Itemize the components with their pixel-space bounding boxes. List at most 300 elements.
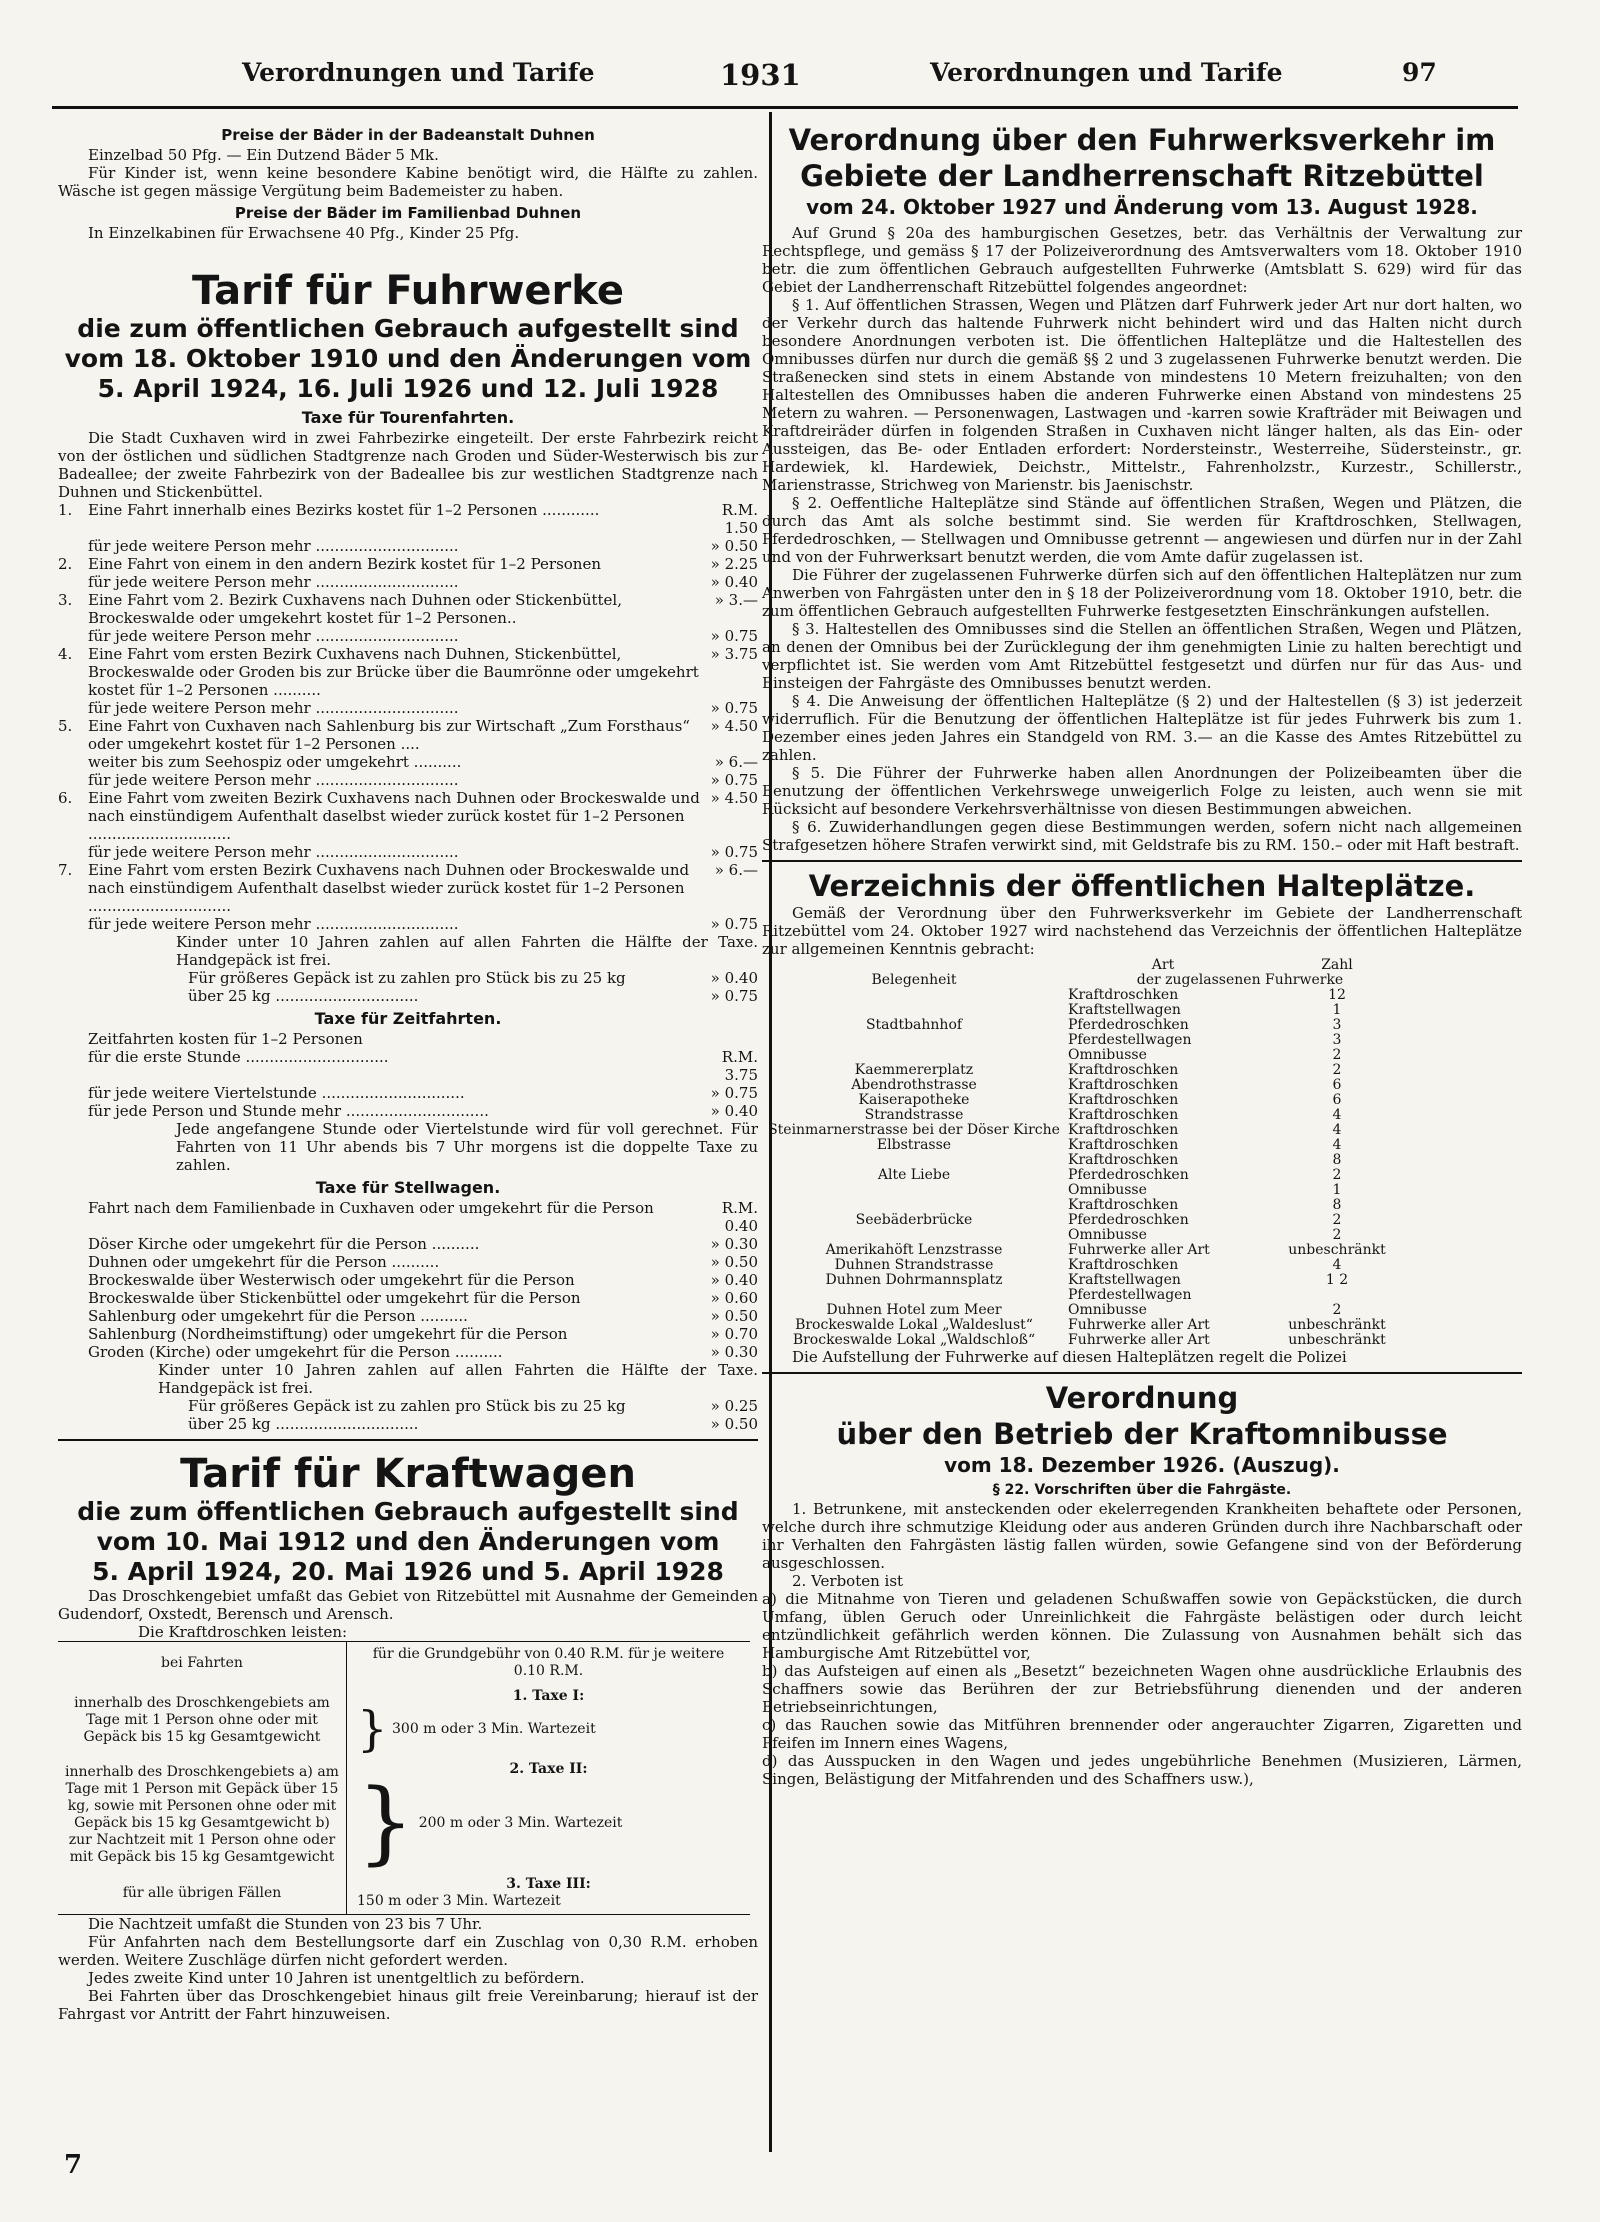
rate-value: » 0.75 bbox=[710, 915, 758, 933]
rate-description: Fahrt nach dem Familienbade in Cuxhaven oder umgekehrt für die Person bbox=[88, 1199, 654, 1217]
rate-number: 4. bbox=[58, 645, 73, 663]
rate-value: » 0.75 bbox=[710, 1084, 758, 1102]
rate-value: » 4.50 bbox=[710, 789, 758, 807]
table-cell: 4 bbox=[1332, 1122, 1342, 1138]
table-cell: 2 bbox=[1332, 1047, 1342, 1063]
header-rule bbox=[52, 106, 1518, 109]
rate-description: Zeitfahrten kosten für 1–2 Personen bbox=[88, 1030, 363, 1048]
kraftwagen-subtitle-2: vom 10. Mai 1912 und den Änderungen vom bbox=[96, 1527, 720, 1556]
verordnung-title-2: Gebiete der Landherrenschaft Ritzebüttel bbox=[800, 159, 1484, 193]
rate-value: » 0.40 bbox=[710, 969, 758, 987]
zeit-note: Jede angefangene Stunde oder Viertelstunde wird für voll gerechnet. Für Fahrten von 11 Uhr abends bis 7 Uhr morgens ist die doppelte Taxe zu zahlen. bbox=[176, 1120, 758, 1174]
rate-number: 5. bbox=[58, 717, 73, 735]
rate-value: R.M. 0.40 bbox=[721, 1199, 758, 1235]
table-row bbox=[762, 1078, 1414, 1093]
halteplaetze-note: Die Aufstellung der Fuhrwerke auf diesen Halteplätzen regelt die Polizei bbox=[792, 1348, 1347, 1366]
rate-number bbox=[58, 627, 88, 645]
rate-value: R.M. 3.75 bbox=[721, 1048, 758, 1084]
taxe3-value: 150 m oder 3 Min. Wartezeit bbox=[357, 1893, 561, 1909]
rate-number bbox=[58, 1102, 88, 1120]
rate-description: Duhnen oder umgekehrt für die Person .......... bbox=[88, 1253, 440, 1271]
table-cell: 4 bbox=[1332, 1107, 1342, 1123]
table-cell: Kaemmererplatz bbox=[854, 1062, 974, 1078]
table-header-cell: bei Fahrten bbox=[58, 1642, 347, 1685]
table-row bbox=[762, 1108, 1414, 1123]
table-cell: Elbstrasse bbox=[876, 1137, 952, 1153]
table-cell: 2 bbox=[1332, 1212, 1342, 1228]
rate-row bbox=[158, 1397, 758, 1415]
table-cell: 4 bbox=[1332, 1137, 1342, 1153]
baeder-price-line: Einzelbad 50 Pfg. — Ein Dutzend Bäder 5 Mk. bbox=[88, 146, 439, 164]
rate-row bbox=[58, 861, 758, 915]
omnibus-item-b: b) das Aufsteigen auf einen als „Besetzt“ bezeichneten Wagen ohne ausdrückliche Erlaubnis des Schaffners sowie das Berühren der zur Betriebsführung dienenden und der anderen Betriebseinrichtungen, bbox=[762, 1662, 1522, 1716]
rate-description: Für größeres Gepäck ist zu zahlen pro Stück bis zu 25 kg bbox=[188, 1397, 626, 1415]
table-row bbox=[762, 1048, 1414, 1063]
verordnung-para-7: § 6. Zuwiderhandlungen gegen diese Bestimmungen werden, sofern nicht nach allgemeinen Strafgesetzen höhere Strafen verwirkt sind, mit Geldstrafe bis zu RM. 150.– oder mit Haft bestraft. bbox=[762, 818, 1522, 854]
rate-row bbox=[58, 771, 758, 789]
table-cell: Kraftdroschken bbox=[1068, 1062, 1179, 1078]
rate-number bbox=[58, 1343, 88, 1361]
kraftwagen-taxe-table bbox=[58, 1641, 750, 1915]
rate-value: » 0.40 bbox=[710, 573, 758, 591]
verordnung-para-1: § 1. Auf öffentlichen Strassen, Wegen und Plätzen darf Fuhrwerk jeder Art nur dort halten, wo der Verkehr durch das haltende Fuhrwerk nicht behindert wird und das Halten nicht durch besondere Anordnungen verboten ist. Die öffentlichen Halteplätze und die Haltestellen des Omnibusses dürfen nur durch die gemäß §§ 2 und 3 zugelassenen Fuhrwerke benutzt werden. Die Straßenecken sind stets in einem Abstande von mindestens 10 Metern freizuhalten; von den Haltestellen des Omnibusses haben die anderen Fuhrwerke einen Abstand von mindestens 25 Metern zu wahren. — Personenwagen, Lastwagen und -karren sowie Krafträder mit Beiwagen und Kraftdreiräder dürfen in folgenden Straßen in Cuxhaven nicht länger halten, als das Ein- oder Aussteigen, das Be- oder Entladen erfordert: Nordersteinstr., Westerreihe, Südersteinstr., gr. Hardewiek, kl. Hardewiek, Deichstr., Mittelstr., Fahrenholzstr., Kurzestr., Schillerstr., Marienstrasse, Strichweg von Marienstr. bis Jaenischstr. bbox=[762, 296, 1522, 494]
table-cell: 1 bbox=[1332, 1002, 1342, 1018]
table-cell: Kraftdroschken bbox=[1068, 1137, 1179, 1153]
stell-title: Taxe für Stellwagen. bbox=[315, 1178, 501, 1197]
table-cell: Omnibusse bbox=[1068, 1182, 1147, 1198]
table-cell: Kraftdroschken bbox=[1068, 1092, 1179, 1108]
table-cell bbox=[347, 1757, 751, 1875]
rate-row bbox=[58, 1084, 758, 1102]
brace-glyph: } bbox=[357, 1770, 415, 1875]
rate-value: » 0.75 bbox=[710, 987, 758, 1005]
verordnung-para-5: § 4. Die Anweisung der öffentlichen Halteplätze (§ 2) und der Haltestellen (§ 3) ist jederzeit widerruflich. Für die Benutzung der öffentlichen Halteplätze ist für jedes Fuhrwerk bis zum 1. Dezember eines jeden Jahres ein Standgeld von RM. 3.— an die Kasse des Amtes Ritzebüttel zu zahlen. bbox=[762, 692, 1522, 764]
rate-value: » 0.50 bbox=[710, 1415, 758, 1433]
rate-value: » 6.— bbox=[714, 753, 758, 771]
rate-value: R.M. 1.50 bbox=[721, 501, 758, 537]
taxe1-value: 300 m oder 3 Min. Wartezeit bbox=[392, 1721, 596, 1737]
table-row bbox=[762, 1003, 1414, 1018]
left-column bbox=[58, 122, 758, 2023]
rate-number bbox=[158, 987, 188, 1005]
table-cell bbox=[762, 1228, 1066, 1243]
table-cell: Fuhrwerke aller Art bbox=[1068, 1242, 1210, 1258]
table-header-row bbox=[762, 973, 1414, 988]
table-cell: Brockeswalde Lokal „Waldschloß“ bbox=[792, 1332, 1036, 1348]
rate-row bbox=[58, 1253, 758, 1271]
table-cell: Omnibusse bbox=[1068, 1047, 1147, 1063]
table-row bbox=[58, 1872, 750, 1915]
rate-number bbox=[58, 915, 88, 933]
verordnung-para-2: § 2. Oeffentliche Halteplätze sind Stände auf öffentlichen Straßen, Wegen und Plätzen, die durch das Amt als solche bestimmt sind. Sie werden für Kraftdroschken, Stellwagen, Pferdedroschken, — Stellwagen und Omnibusse getrennt — angewiesen und dürfen nur in der Zahl und von der Fuhrwerksart benutzt werden, die vom Amte dafür zugelassen ist. bbox=[762, 494, 1522, 566]
rate-row bbox=[58, 915, 758, 933]
stell-luggage-rates bbox=[58, 1397, 758, 1433]
kraftwagen-leisten: Die Kraftdroschken leisten: bbox=[138, 1623, 348, 1641]
rate-row bbox=[58, 1102, 758, 1120]
table-cell bbox=[762, 1153, 1066, 1168]
table-row bbox=[762, 1063, 1414, 1078]
rate-row bbox=[58, 1235, 758, 1253]
rate-row bbox=[58, 555, 758, 573]
table-cell bbox=[347, 1872, 751, 1915]
rate-value: » 0.30 bbox=[710, 1235, 758, 1253]
rate-value: » 0.50 bbox=[710, 1253, 758, 1271]
table-cell: Pferdedroschken bbox=[1068, 1017, 1189, 1033]
omnibus-para-2: 2. Verboten ist bbox=[792, 1572, 904, 1590]
verordnung-intro: Auf Grund § 20a des hamburgischen Gesetzes, betr. das Verhältnis der Verwaltung zur Rechtspflege, und gemäss § 17 der Polizeiverordnung des Amtsverwalters vom 18. Oktober 1910 betr. die zum öffentlichen Gebrauch aufgestellten Fuhrwerke (Amtsblatt S. 629) wird für das Gebiet der Landherrenschaft Ritzebüttel folgendes angeordnet: bbox=[762, 224, 1522, 296]
rate-value: » 2.25 bbox=[710, 555, 758, 573]
table-cell: Fuhrwerke aller Art bbox=[1068, 1332, 1210, 1348]
rate-description: Sahlenburg (Nordheimstiftung) oder umgekehrt für die Person bbox=[88, 1325, 568, 1343]
table-header-cell: für die Grundgebühr von 0.40 R.M. für je weitere 0.10 R.M. bbox=[372, 1646, 725, 1679]
rate-description: für jede weitere Person mehr .............................. bbox=[88, 573, 459, 591]
omnibus-title-1: Verordnung bbox=[1045, 1381, 1239, 1415]
rate-row bbox=[58, 591, 758, 627]
table-cell: unbeschränkt bbox=[1288, 1317, 1386, 1333]
rate-row bbox=[58, 699, 758, 717]
taxe3-title: 3. Taxe III: bbox=[506, 1876, 591, 1892]
table-cell: innerhalb des Droschkengebiets am Tage mit 1 Person ohne oder mit Gepäck bis 15 kg Gesamtgewicht bbox=[58, 1684, 347, 1757]
rate-number bbox=[58, 1199, 88, 1235]
verordnung-title-3: vom 24. Oktober 1927 und Änderung vom 13. August 1928. bbox=[806, 195, 1478, 219]
rate-number: 6. bbox=[58, 789, 73, 807]
rate-row bbox=[58, 1199, 758, 1235]
rate-description: für jede weitere Person mehr .............................. bbox=[88, 843, 459, 861]
table-cell: Kraftdroschken bbox=[1068, 1122, 1179, 1138]
rate-description: Sahlenburg oder umgekehrt für die Person .......... bbox=[88, 1307, 468, 1325]
table-cell: 3 bbox=[1332, 1017, 1342, 1033]
table-header-row bbox=[58, 1642, 750, 1685]
kraftwagen-note-surcharge: Für Anfahrten nach dem Bestellungsorte darf ein Zuschlag von 0,30 R.M. erhoben werden. Weitere Zuschläge dürfen nicht gefordert werden. bbox=[58, 1933, 758, 1969]
table-row bbox=[762, 988, 1414, 1003]
rate-number bbox=[58, 1084, 88, 1102]
table-row bbox=[762, 1138, 1414, 1153]
table-cell: Fuhrwerke aller Art bbox=[1068, 1317, 1210, 1333]
rate-number bbox=[158, 969, 188, 987]
table-cell: Duhnen Dohrmannsplatz bbox=[825, 1272, 1003, 1288]
table-cell: 6 bbox=[1332, 1092, 1342, 1108]
rate-row bbox=[58, 537, 758, 555]
table-row bbox=[762, 1318, 1414, 1333]
footer-number: 7 bbox=[64, 2150, 83, 2180]
rate-number bbox=[58, 1307, 88, 1325]
table-row bbox=[762, 1303, 1414, 1318]
touren-rates bbox=[58, 501, 758, 933]
rate-description: für jede weitere Person mehr .............................. bbox=[88, 537, 459, 555]
table-cell: 2 bbox=[1332, 1302, 1342, 1318]
rate-value: » 0.30 bbox=[710, 1343, 758, 1361]
rate-row bbox=[58, 1325, 758, 1343]
table-row bbox=[762, 1123, 1414, 1138]
table-cell: Seebäderbrücke bbox=[855, 1212, 973, 1228]
table-row bbox=[762, 1228, 1414, 1243]
rate-row bbox=[158, 969, 758, 987]
table-cell bbox=[762, 1033, 1066, 1048]
rate-description: für jede weitere Viertelstunde .............................. bbox=[88, 1084, 465, 1102]
table-cell: Abendrothstrasse bbox=[851, 1077, 977, 1093]
rate-description: Brockeswalde über Westerwisch oder umgekehrt für die Person bbox=[88, 1271, 575, 1289]
rate-description: Eine Fahrt von Cuxhaven nach Sahlenburg bis zur Wirtschaft „Zum Forsthaus“ oder umgekehrt kostet für 1–2 Personen .... bbox=[88, 717, 690, 753]
rate-description: über 25 kg .............................. bbox=[188, 987, 419, 1005]
table-cell: Steinmarnerstrasse bei der Döser Kirche bbox=[768, 1122, 1060, 1138]
rate-value: » 0.75 bbox=[710, 771, 758, 789]
header-right-title: Verordnungen und Tarife bbox=[930, 58, 1283, 87]
table-cell: Pferdedroschken bbox=[1068, 1212, 1189, 1228]
rate-value: » 0.25 bbox=[710, 1397, 758, 1415]
rate-row bbox=[58, 645, 758, 699]
rate-description: Brockeswalde über Stickenbüttel oder umgekehrt für die Person bbox=[88, 1289, 581, 1307]
table-cell: für alle übrigen Fällen bbox=[58, 1872, 347, 1915]
table-cell: Pferdestellwagen bbox=[1068, 1032, 1192, 1048]
rate-description: für jede weitere Person mehr .............................. bbox=[88, 699, 459, 717]
rate-description: über 25 kg .............................. bbox=[188, 1415, 419, 1433]
table-cell: 2 bbox=[1332, 1062, 1342, 1078]
table-cell: Alte Liebe bbox=[877, 1167, 951, 1183]
table-cell: Kraftstellwagen bbox=[1068, 1002, 1181, 1018]
rate-description: für jede weitere Person mehr .............................. bbox=[88, 915, 459, 933]
zeit-rates bbox=[58, 1030, 758, 1120]
touren-title: Taxe für Tourenfahrten. bbox=[301, 408, 515, 427]
omnibus-title-2: über den Betrieb der Kraftomnibusse bbox=[836, 1417, 1448, 1451]
rate-description: Eine Fahrt innerhalb eines Bezirks kostet für 1–2 Personen ............ bbox=[88, 501, 600, 519]
taxe1-title: 1. Taxe I: bbox=[512, 1688, 585, 1704]
rate-description: für jede weitere Person mehr .............................. bbox=[88, 627, 459, 645]
table-cell bbox=[347, 1684, 751, 1757]
halteplaetze-rows bbox=[762, 988, 1414, 1348]
right-column bbox=[762, 122, 1522, 1788]
table-row bbox=[762, 1198, 1414, 1213]
table-header-cell: Belegenheit bbox=[871, 972, 957, 988]
rate-description: für jede Person und Stunde mehr .............................. bbox=[88, 1102, 489, 1120]
table-cell: Brockeswalde Lokal „Waldeslust“ bbox=[795, 1317, 1033, 1333]
kraftwagen-subtitle-3: 5. April 1924, 20. Mai 1926 und 5. April 1928 bbox=[92, 1557, 724, 1586]
rate-row bbox=[58, 1271, 758, 1289]
rate-number bbox=[58, 843, 88, 861]
table-cell: Kraftdroschken bbox=[1068, 1107, 1179, 1123]
brace-glyph: } bbox=[357, 1701, 388, 1757]
table-cell bbox=[762, 988, 1066, 1003]
table-header-cell: der zugelassenen Fuhrwerke bbox=[1136, 972, 1344, 988]
table-row bbox=[762, 1168, 1414, 1183]
table-cell: 8 bbox=[1332, 1197, 1342, 1213]
omnibus-item-a: a) die Mitnahme von Tieren und geladenen Schußwaffen sowie von Gepäckstücken, die durch Umfang, üblen Geruch oder Unreinlichkeit die Fahrgäste belästigen oder durch leicht entzündlichkeit gefährlich werden können. Die Zulassung von Ausnahmen behält sich das Hamburgische Amt Ritzebüttel vor, bbox=[762, 1590, 1522, 1662]
rate-description: Eine Fahrt vom ersten Bezirk Cuxhavens nach Duhnen, Stickenbüttel, Brockeswalde oder Groden bis zur Brücke über die Baumrönne oder umgekehrt kostet für 1–2 Personen .......... bbox=[88, 645, 699, 699]
rate-number: 3. bbox=[58, 591, 73, 609]
rate-value: » 0.75 bbox=[710, 627, 758, 645]
rate-description: Eine Fahrt vom 2. Bezirk Cuxhavens nach Duhnen oder Stickenbüttel, Brockeswalde oder umgekehrt kostet für 1–2 Personen.. bbox=[88, 591, 622, 627]
table-row bbox=[762, 1243, 1414, 1258]
rate-row bbox=[158, 987, 758, 1005]
table-cell: 6 bbox=[1332, 1077, 1342, 1093]
kraftwagen-note-children: Jedes zweite Kind unter 10 Jahren ist unentgeltlich zu befördern. bbox=[88, 1969, 585, 1987]
section-rule bbox=[58, 1439, 758, 1441]
table-cell: Omnibusse bbox=[1068, 1302, 1147, 1318]
table-cell: innerhalb des Droschkengebiets a) am Tage mit 1 Person mit Gepäck über 15 kg, sowie mit Personen ohne oder mit Gepäck bis 15 kg Gesamtgewicht b) zur Nachtzeit mit 1 Person ohne oder mit Gepäck bis 15 kg Gesamtgewicht bbox=[58, 1757, 347, 1872]
touren-luggage-rates bbox=[58, 969, 758, 1005]
table-header-row bbox=[762, 958, 1414, 973]
rate-row bbox=[58, 573, 758, 591]
table-cell: Kraftdroschken bbox=[1068, 1077, 1179, 1093]
table-cell: Kraftdroschken bbox=[1068, 987, 1179, 1003]
rate-number bbox=[58, 573, 88, 591]
table-cell: 2 bbox=[1332, 1227, 1342, 1243]
table-cell: Kraftdroschken bbox=[1068, 1197, 1179, 1213]
taxe2-title: 2. Taxe II: bbox=[509, 1761, 588, 1777]
table-row bbox=[58, 1684, 750, 1757]
rate-number bbox=[58, 1271, 88, 1289]
halteplaetze-intro: Gemäß der Verordnung über den Fuhrwerksverkehr im Gebiete der Landherrenschaft Ritzebüttel vom 24. Oktober 1927 wird nachstehend das Verzeichnis der öffentlichen Halteplätze zur allgemeinen Kenntnis gebracht: bbox=[762, 904, 1522, 958]
omnibus-title-3: vom 18. Dezember 1926. (Auszug). bbox=[944, 1453, 1340, 1477]
table-cell: Kraftstellwagen Pferdestellwagen bbox=[1068, 1272, 1192, 1303]
kraftwagen-subtitle-1: die zum öffentlichen Gebrauch aufgestellt sind bbox=[77, 1497, 739, 1526]
header-year: 1931 bbox=[720, 58, 801, 92]
table-cell: Strandstrasse bbox=[864, 1107, 964, 1123]
table-cell bbox=[762, 1198, 1066, 1213]
table-cell: Omnibusse bbox=[1068, 1227, 1147, 1243]
baeder-section bbox=[58, 126, 758, 242]
header-left-title: Verordnungen und Tarife bbox=[242, 58, 595, 87]
table-row bbox=[58, 1757, 750, 1872]
rate-description: Für größeres Gepäck ist zu zahlen pro Stück bis zu 25 kg bbox=[188, 969, 626, 987]
rate-number bbox=[58, 1235, 88, 1253]
newspaper-page bbox=[52, 40, 1556, 2190]
table-cell: unbeschränkt bbox=[1288, 1332, 1386, 1348]
rate-number bbox=[158, 1415, 188, 1433]
table-row bbox=[762, 1093, 1414, 1108]
rate-description: für die erste Stunde .............................. bbox=[88, 1048, 389, 1066]
table-cell bbox=[762, 1003, 1066, 1018]
rate-number bbox=[58, 537, 88, 555]
kraftwagen-intro: Das Droschkengebiet umfaßt das Gebiet von Ritzebüttel mit Ausnahme der Gemeinden Gudendorf, Oxstedt, Berensch und Arensch. bbox=[58, 1587, 758, 1623]
table-cell: Kraftdroschken bbox=[1068, 1257, 1179, 1273]
table-row bbox=[762, 1258, 1414, 1273]
rate-value: » 0.50 bbox=[710, 1307, 758, 1325]
rate-number bbox=[58, 753, 88, 771]
rate-description: Döser Kirche oder umgekehrt für die Person .......... bbox=[88, 1235, 480, 1253]
rate-description: Eine Fahrt von einem in den andern Bezirk kostet für 1–2 Personen bbox=[88, 555, 602, 573]
rate-number bbox=[58, 771, 88, 789]
rate-value: » 0.40 bbox=[710, 1102, 758, 1120]
table-row bbox=[762, 1153, 1414, 1168]
stell-rates bbox=[58, 1199, 758, 1361]
stell-children-note: Kinder unter 10 Jahren zahlen auf allen Fahrten die Hälfte der Taxe. Handgepäck ist frei. bbox=[158, 1361, 758, 1397]
rate-description: Eine Fahrt vom ersten Bezirk Cuxhavens nach Duhnen oder Brockeswalde und nach einstündigem Aufenthalt daselbst wieder zurück kostet für 1–2 Personen .............................. bbox=[88, 861, 690, 915]
table-cell bbox=[762, 1183, 1066, 1198]
omnibus-para-title: § 22. Vorschriften über die Fahrgäste. bbox=[992, 1482, 1292, 1498]
rate-row bbox=[58, 843, 758, 861]
table-header-cell: Zahl bbox=[1321, 957, 1353, 973]
rate-value: » 3.— bbox=[714, 591, 758, 609]
halteplaetze-table bbox=[762, 958, 1414, 1348]
table-header-cell bbox=[762, 958, 1066, 973]
rate-value: » 3.75 bbox=[710, 645, 758, 663]
taxe2-value: 200 m oder 3 Min. Wartezeit bbox=[418, 1815, 623, 1831]
rate-value: » 0.70 bbox=[710, 1325, 758, 1343]
table-cell: Kaiserapotheke bbox=[858, 1092, 970, 1108]
rate-value: » 0.75 bbox=[710, 699, 758, 717]
table-cell: Duhnen Strandstrasse bbox=[834, 1257, 994, 1273]
rate-description: weiter bis zum Seehospiz oder umgekehrt .......... bbox=[88, 753, 462, 771]
table-cell: 1 bbox=[1332, 1182, 1342, 1198]
rate-description: Groden (Kirche) oder umgekehrt für die Person .......... bbox=[88, 1343, 503, 1361]
rate-number bbox=[58, 1253, 88, 1271]
verordnung-title-1: Verordnung über den Fuhrwerksverkehr im bbox=[788, 123, 1496, 157]
familienbad-price-line: In Einzelkabinen für Erwachsene 40 Pfg., Kinder 25 Pfg. bbox=[88, 224, 520, 242]
rate-row bbox=[58, 717, 758, 753]
verordnung-para-3: Die Führer der zugelassenen Fuhrwerke dürfen sich auf den öffentlichen Halteplätzen nur zum Anwerben von Fahrgästen unter den in § 18 der Polizeiverordnung vom 18. Oktober 1910, betr. die zum öffentlichen Gebrauch aufgestellten Fuhrwerke festgesetzten Einschränkungen aufstellen. bbox=[762, 566, 1522, 620]
rate-row bbox=[58, 1030, 758, 1048]
kraftwagen-title: Tarif für Kraftwagen bbox=[180, 1451, 636, 1497]
rate-number bbox=[58, 699, 88, 717]
rate-row bbox=[158, 1415, 758, 1433]
table-cell: 12 bbox=[1328, 987, 1346, 1003]
rate-row bbox=[58, 1307, 758, 1325]
table-cell: 2 bbox=[1332, 1167, 1342, 1183]
touren-intro: Die Stadt Cuxhaven wird in zwei Fahrbezirke eingeteilt. Der erste Fahrbezirk reicht von der östlichen und südlichen Stadtgrenze nach Groden und Süder-Westerwisch bis zur Badeallee; der zweite Fahrbezirk von der Badeallee bis zur westlichen Stadtgrenze nach Duhnen und Stickenbüttel. bbox=[58, 429, 758, 501]
table-cell: 3 bbox=[1332, 1032, 1342, 1048]
omnibus-item-c: c) das Rauchen sowie das Mitführen brennender oder angerauchter Zigarren, Zigaretten und Pfeifen im Innern eines Wagens, bbox=[762, 1716, 1522, 1752]
rate-row bbox=[58, 1289, 758, 1307]
omnibus-item-d: d) das Ausspucken in den Wagen und jedes ungebührliche Benehmen (Musizieren, Lärmen, Singen, Belästigung der Mitfahrenden und des Schaffners usw.), bbox=[762, 1752, 1522, 1788]
rate-row bbox=[58, 753, 758, 771]
rate-number bbox=[58, 1325, 88, 1343]
page-header bbox=[52, 58, 1512, 102]
rate-value: » 0.60 bbox=[710, 1289, 758, 1307]
rate-number: 2. bbox=[58, 555, 73, 573]
rate-number bbox=[58, 1289, 88, 1307]
familienbad-title: Preise der Bäder im Familienbad Duhnen bbox=[234, 204, 582, 222]
rate-row bbox=[58, 627, 758, 645]
rate-row bbox=[58, 789, 758, 843]
table-row bbox=[762, 1213, 1414, 1228]
table-header-cell: Art bbox=[1151, 957, 1175, 973]
rate-row bbox=[58, 501, 758, 537]
rate-value: » 0.40 bbox=[710, 1271, 758, 1289]
table-row bbox=[762, 1033, 1414, 1048]
kraftwagen-note-night: Die Nachtzeit umfaßt die Stunden von 23 bis 7 Uhr. bbox=[88, 1915, 483, 1933]
table-cell: unbeschränkt bbox=[1288, 1242, 1386, 1258]
verordnung-para-6: § 5. Die Führer der Fuhrwerke haben allen Anordnungen der Polizeibeamten über die Benutzung der öffentlichen Verkehrswege unweigerlich Folge zu leisten, auch wenn sie mit Rücksicht auf besondere Verkehrsverhältnisse von diesen Bestimmungen abweichen. bbox=[762, 764, 1522, 818]
table-cell: 4 bbox=[1332, 1257, 1342, 1273]
fuhrwerke-subtitle-2: vom 18. Oktober 1910 und den Änderungen vom bbox=[64, 344, 752, 373]
baeder-title: Preise der Bäder in der Badeanstalt Duhnen bbox=[221, 126, 595, 144]
section-rule bbox=[762, 1372, 1522, 1374]
table-cell bbox=[762, 1048, 1066, 1063]
fuhrwerke-subtitle-3: 5. April 1924, 16. Juli 1926 und 12. Juli 1928 bbox=[97, 374, 719, 403]
table-cell: 8 bbox=[1332, 1152, 1342, 1168]
zeit-title: Taxe für Zeitfahrten. bbox=[314, 1009, 502, 1028]
fuhrwerke-title: Tarif für Fuhrwerke bbox=[192, 268, 624, 314]
rate-description: Eine Fahrt vom zweiten Bezirk Cuxhavens nach Duhnen oder Brockeswalde und nach einstündigem Aufenthalt daselbst wieder zurück kostet für 1–2 Personen .............................. bbox=[88, 789, 700, 843]
omnibus-para-1: 1. Betrunkene, mit ansteckenden oder ekelerregenden Krankheiten behaftete oder Personen, welche durch ihre schmutzige Kleidung oder aus anderen Gründen durch ihre Nachbarschaft oder ihr Verhalten den Fahrgästen lästig fallen würden, sowie Gefangene sind von der Beförderung ausgeschlossen. bbox=[762, 1500, 1522, 1572]
verordnung-para-4: § 3. Haltestellen des Omnibusses sind die Stellen an öffentlichen Straßen, Wegen und Plätzen, an denen der Omnibus bei der Zurücklegung der ihm genehmigten Linie zu halten berechtigt und verpflichtet ist. Sie werden vom Amt Ritzebüttel festgesetzt und dürfen nur für das Aus- und Einsteigen der Fahrgäste des Omnibusses benutzt werden. bbox=[762, 620, 1522, 692]
table-row bbox=[762, 1018, 1414, 1033]
rate-row bbox=[58, 1343, 758, 1361]
rate-row bbox=[58, 1048, 758, 1084]
rate-number: 7. bbox=[58, 861, 73, 879]
table-row bbox=[762, 1273, 1414, 1303]
touren-children-note: Kinder unter 10 Jahren zahlen auf allen Fahrten die Hälfte der Taxe. Handgepäck ist frei. bbox=[176, 933, 758, 969]
baeder-children-note: Für Kinder ist, wenn keine besondere Kabine benötigt wird, die Hälfte zu zahlen. Wäsche ist gegen mässige Vergütung beim Bademeister zu haben. bbox=[58, 164, 758, 200]
table-cell: Kraftdroschken bbox=[1068, 1152, 1179, 1168]
rate-number bbox=[158, 1397, 188, 1415]
rate-number: 1. bbox=[58, 501, 73, 519]
rate-value: » 6.— bbox=[714, 861, 758, 879]
table-cell: Amerikahöft Lenzstrasse bbox=[825, 1242, 1003, 1258]
rate-value: » 0.75 bbox=[710, 843, 758, 861]
rate-value bbox=[700, 1030, 758, 1048]
table-row bbox=[762, 1333, 1414, 1348]
